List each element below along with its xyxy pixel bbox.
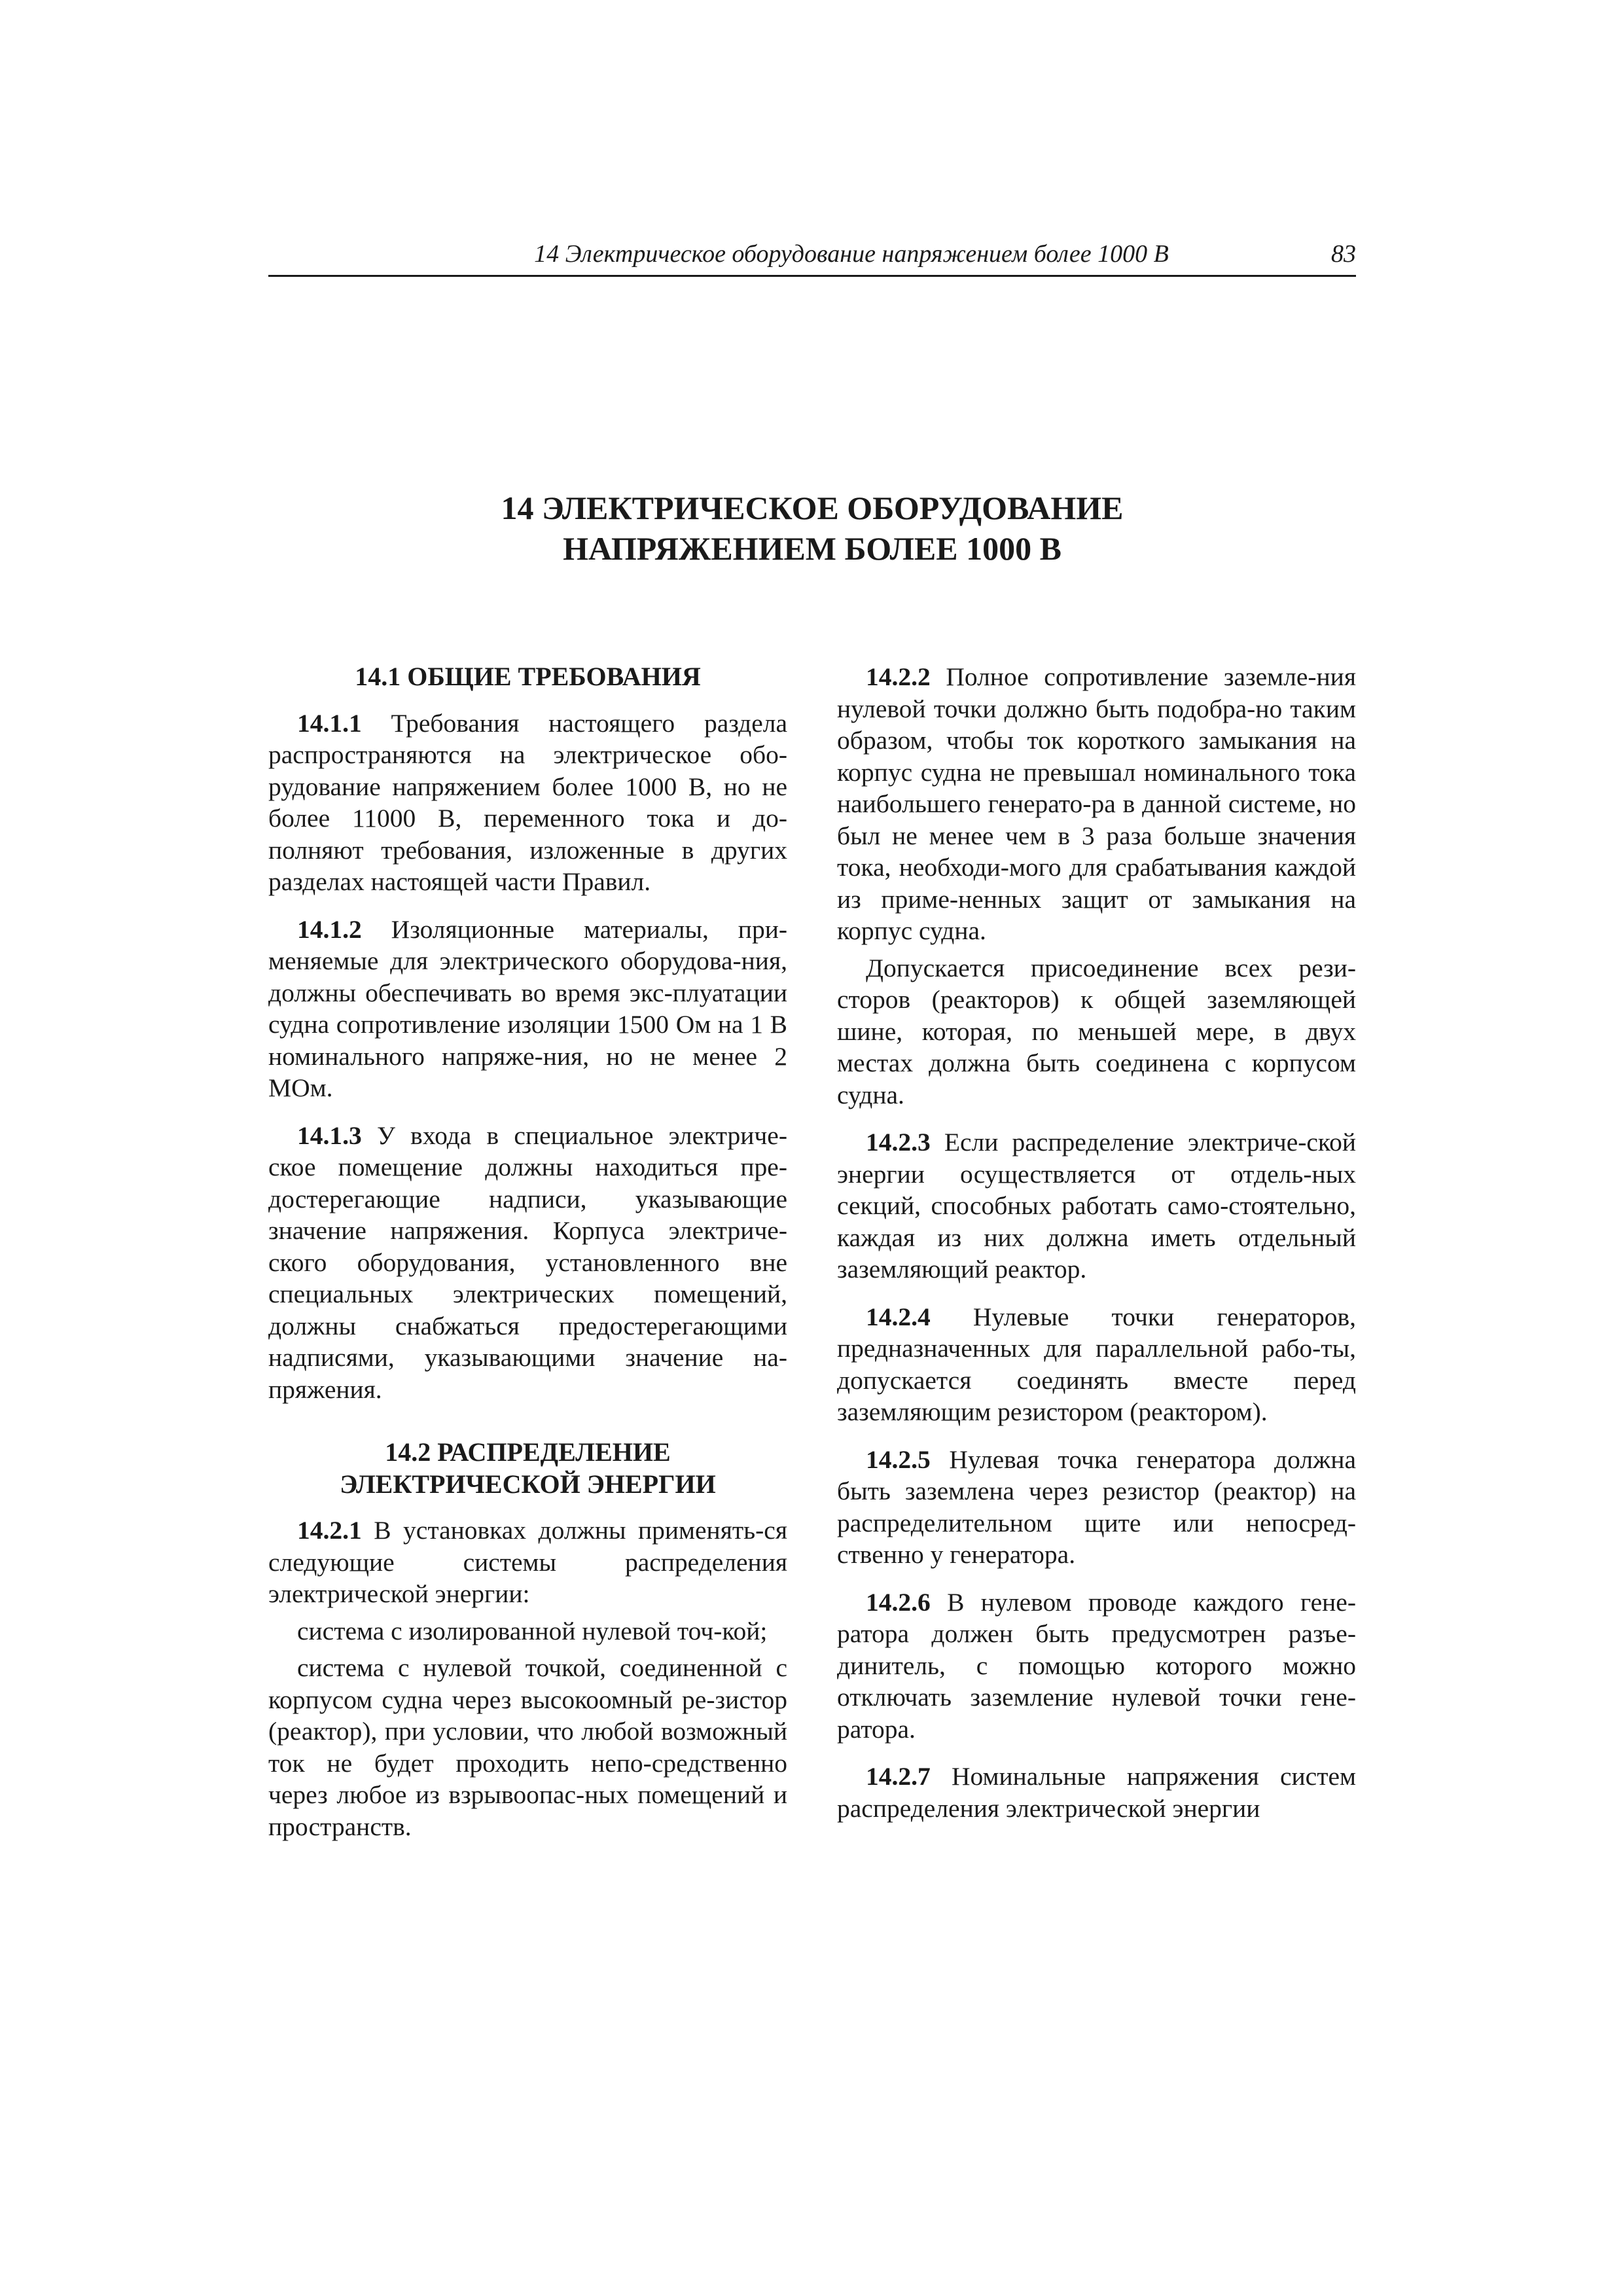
right-column xyxy=(837,661,1356,1840)
chapter-title-line-1: 14 ЭЛЕКТРИЧЕСКОЕ ОБОРУДОВАНИЕ xyxy=(501,490,1124,526)
spacer xyxy=(268,1421,787,1437)
paragraph-14-2-4 xyxy=(837,1301,1356,1428)
paragraph-14-2-1-item-a: система с изолированной нулевой точ-кой; xyxy=(297,1616,768,1645)
paragraph-number: 14.2.1 xyxy=(297,1516,362,1545)
paragraph-14-2-3 xyxy=(837,1126,1356,1285)
paragraph-14-1-3 xyxy=(268,1120,787,1406)
paragraph-text: Номинальные напряжения систем распределения электрической энергии xyxy=(837,1762,1356,1823)
paragraph-14-1-1 xyxy=(268,708,787,898)
paragraph-number: 14.1.1 xyxy=(297,708,362,738)
paragraph-14-1-2 xyxy=(268,914,787,1104)
paragraph-text: Если распределение электриче-ской энергии осуществляется от отдель-ных секций, способных работать само-стоятельно, каждая из них должна иметь отдельный заземляющий реактор. xyxy=(837,1128,1356,1283)
section-heading-14-2 xyxy=(268,1437,787,1500)
paragraph-14-2-1-item-b: система с нулевой точкой, соединенной с корпусом судна через высокоомный ре-зистор (реактор), при условии, что любой возможный ток не будет проходить непо-средственно через любое из взрывоопас-ных помещений и пространств. xyxy=(268,1653,787,1841)
paragraph-text: Требования настоящего раздела распространяются на электрическое обо-рудование напряжением более 1000 В, но не более 11000 В, переменного тока и до-полняют требования, изложенные в других разделах настоящей части Правил. xyxy=(268,708,787,896)
paragraph-14-2-7 xyxy=(837,1761,1356,1824)
paragraph-number: 14.2.5 xyxy=(866,1444,931,1474)
section-heading-14-1-text: 14.1 ОБЩИЕ ТРЕБОВАНИЯ xyxy=(355,662,701,691)
paragraph-text: У входа в специальное электриче-ское помещение должны находиться пре-достерегающие надписи, указывающие значение напряжения. Корпуса электриче-ского оборудования, установленного вне специальных электрических помещений, должны снабжаться предостерегающими надписями, указывающими значение на-пряжения. xyxy=(268,1121,787,1404)
chapter-title xyxy=(268,488,1356,569)
paragraph-number: 14.2.4 xyxy=(866,1302,931,1331)
chapter-title-line-2: НАПРЯЖЕНИЕМ БОЛЕЕ 1000 В xyxy=(563,530,1061,567)
paragraph-text: Изоляционные материалы, при-меняемые для электрического оборудова-ния, должны обеспечивать во время экс-плуатации судна сопротивление изоляции 1500 Ом на 1 В номинального напряже-ния, но не менее 2 МОм. xyxy=(268,914,787,1102)
paragraph-number: 14.2.6 xyxy=(866,1587,931,1617)
paragraph-text: В нулевом проводе каждого гене-ратора должен быть предусмотрен разъе-динитель, с помощью которого можно отключать заземление нулевой точки гене-ратора. xyxy=(837,1587,1356,1744)
paragraph-text: Полное сопротивление заземле-ния нулевой точки должно быть подобра-но таким образом, чтобы ток короткого замыкания на корпус судна не превышал номинального тока наибольшего генерато-ра в данной системе, но был не менее чем в 3 раза больше значения тока, необходи-мого для срабатывания каждой из приме-ненных защит от замыкания на корпус судна. xyxy=(837,662,1356,945)
paragraph-14-2-5 xyxy=(837,1444,1356,1571)
paragraph-text: В установках должны применять-ся следующие системы распределения электрической энергии: xyxy=(268,1516,787,1608)
paragraph-number: 14.2.3 xyxy=(866,1128,931,1157)
page-number: 83 xyxy=(1331,240,1356,268)
running-header xyxy=(268,236,1356,277)
paragraph-14-2-1 xyxy=(268,1515,787,1610)
section-heading-14-2-line-1: 14.2 РАСПРЕДЕЛЕНИЕ xyxy=(385,1437,671,1467)
paragraph-number: 14.2.2 xyxy=(866,662,931,691)
paragraph-number: 14.1.2 xyxy=(297,914,362,944)
paragraph-text: Нулевая точка генератора должна быть заземлена через резистор (реактор) на распределительном щите или непосред-ственно у генератора. xyxy=(837,1444,1356,1569)
section-heading-14-2-line-2: ЭЛЕКТРИЧЕСКОЙ ЭНЕРГИИ xyxy=(340,1469,716,1499)
paragraph-14-2-2 xyxy=(837,661,1356,947)
paragraph-14-2-6 xyxy=(837,1587,1356,1746)
paragraph-14-2-2-continued: Допускается присоединение всех рези-сторов (реакторов) к общей заземляющей шине, которая, по меньшей мере, в двух местах должна быть соединена с корпусом судна. xyxy=(837,953,1356,1109)
section-heading-14-1 xyxy=(268,661,787,693)
paragraph-number: 14.1.3 xyxy=(297,1121,362,1150)
paragraph-number: 14.2.7 xyxy=(866,1762,931,1791)
running-header-title: 14 Электрическое оборудование напряжением более 1000 В xyxy=(534,240,1169,268)
paragraph-text: Нулевые точки генераторов, предназначенных для параллельной рабо-ты, допускается соединять вместе перед заземляющим резистором (реактором). xyxy=(837,1302,1356,1426)
left-column xyxy=(268,661,787,1858)
